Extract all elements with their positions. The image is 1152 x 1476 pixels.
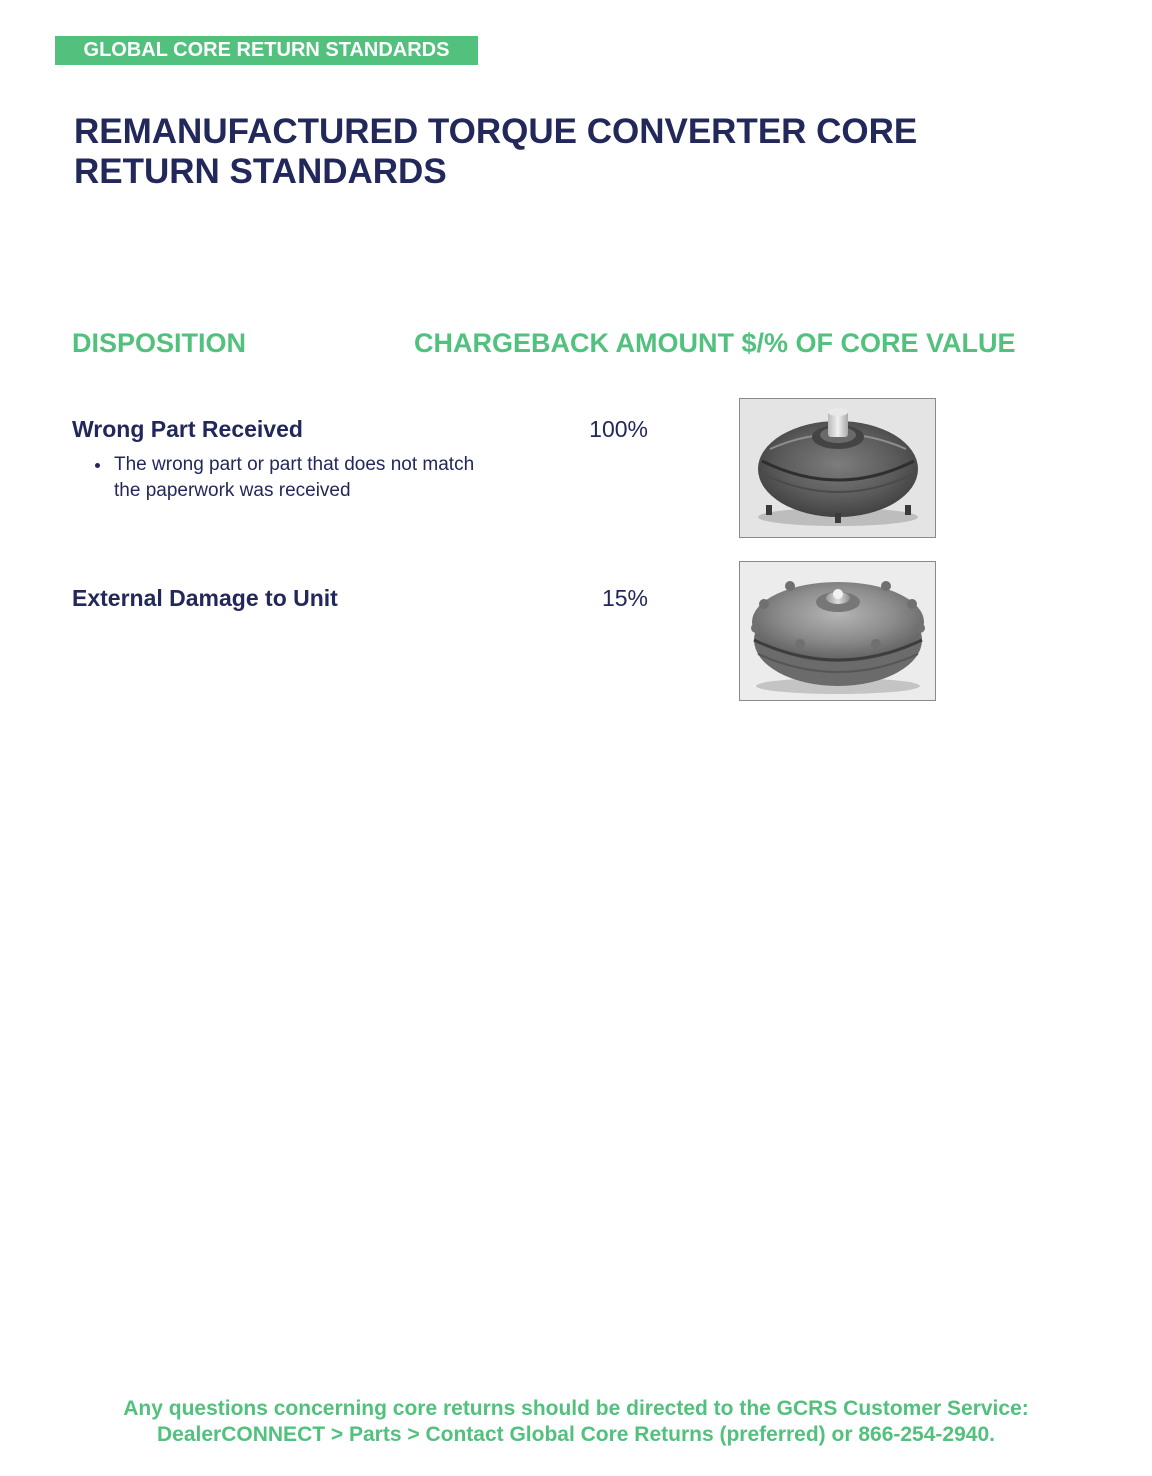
bullet-item: • The wrong part or part that does not match the paperwork was received [112, 452, 492, 504]
row-title-wrong-part: Wrong Part Received [72, 416, 303, 442]
footer-line-2: DealerCONNECT > Parts > Contact Global Core Returns (preferred) or 866-254-2940. [157, 1423, 995, 1446]
torque-converter-photo [739, 398, 936, 538]
row-amount-external-damage: 15% [601, 585, 648, 611]
page-title: REMANUFACTURED TORQUE CONVERTER CORE RETURN STANDARDS [74, 112, 918, 191]
section-tag: GLOBAL CORE RETURN STANDARDS [55, 36, 478, 65]
row-amount-wrong-part: 100% [589, 416, 648, 442]
damaged-torque-converter-photo [739, 561, 936, 701]
row-title-external-damage: External Damage to Unit [72, 585, 338, 611]
footer-line-1: Any questions concerning core returns should be directed to the GCRS Customer Service: [123, 1397, 1029, 1420]
footer-contact [0, 1396, 1152, 1448]
column-header-chargeback: CHARGEBACK AMOUNT $/% OF CORE VALUE [414, 328, 1016, 358]
column-header-disposition: DISPOSITION [72, 328, 247, 358]
row-bullets-wrong-part [84, 452, 492, 504]
